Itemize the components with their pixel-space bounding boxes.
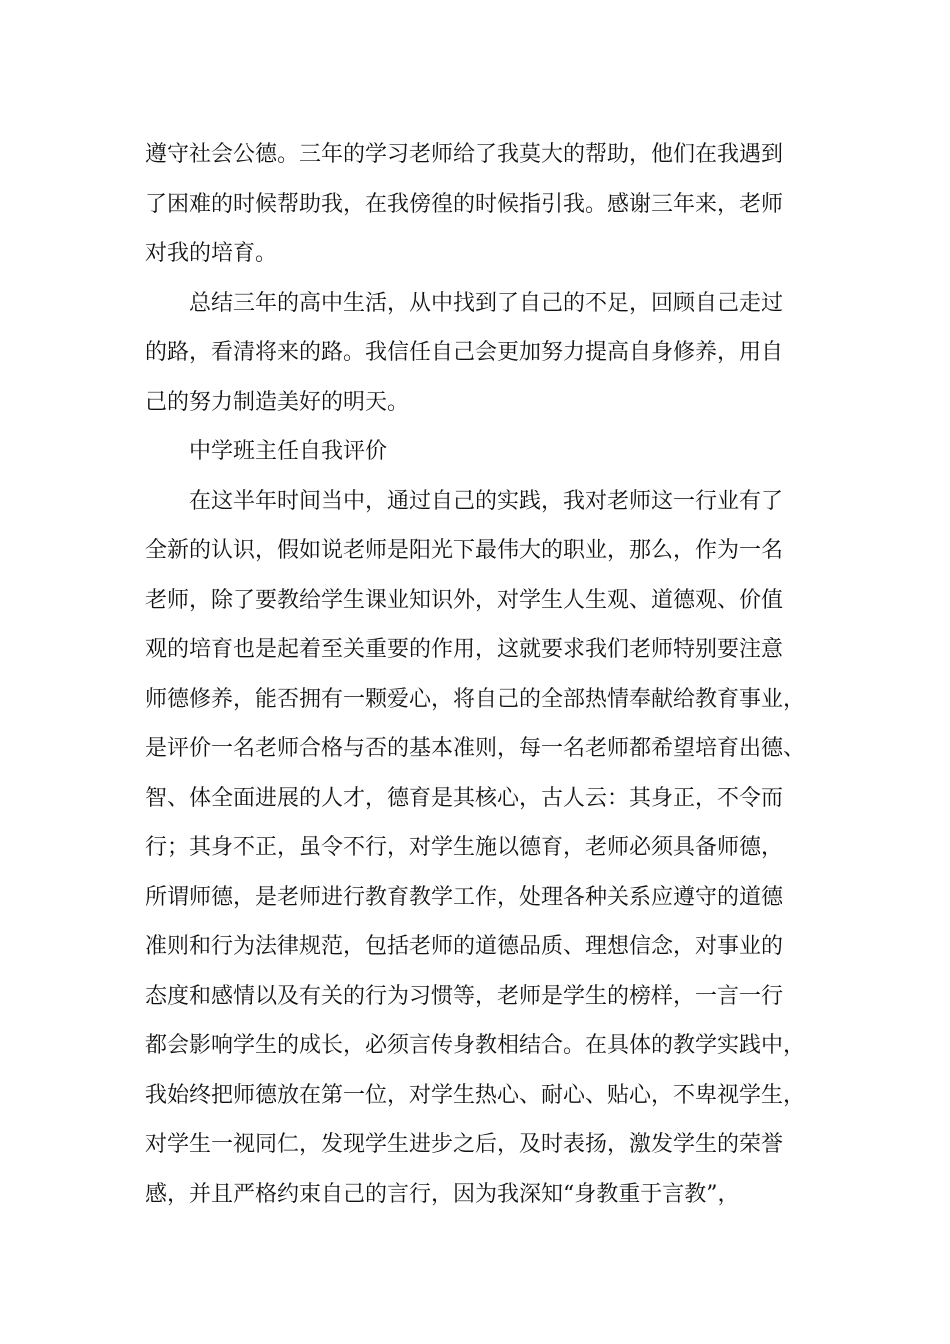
text-line: 态度和感情以及有关的行为习惯等，老师是学生的榜样，一言一行: [145, 983, 784, 1009]
text-line: 观的培育也是起着至关重要的作用，这就要求我们老师特别要注意: [145, 637, 784, 662]
section-heading: 中学班主任自我评价: [189, 439, 388, 464]
text-line: 准则和行为法律规范，包括老师的道德品质、理想信念，对事业的: [145, 934, 784, 959]
document-body: [145, 130, 825, 1219]
text-line: 所谓师德，是老师进行教育教学工作，处理各种关系应遵守的道德: [145, 884, 784, 910]
text-line: 遵守社会公德。三年的学习老师给了我莫大的帮助，他们在我遇到: [145, 142, 784, 167]
text-line: 智、体全面进展的人才，德育是其核心，古人云：其身正，不令而: [145, 785, 784, 811]
text-line: 对学生一视同仁，发现学生进步之后，及时表扬，激发学生的荣誉: [145, 1132, 784, 1157]
text-line: 都会影响学生的成长，必须言传身教相结合。在具体的教学实践中，: [145, 1033, 806, 1058]
text-line: 师德修养，能否拥有一颗爱心，将自己的全部热情奉献给教育事业，: [145, 686, 806, 712]
text-line: 己的努力制造美好的明天。: [145, 389, 410, 415]
text-line: 感，并且严格约束自己的言行，因为我深知“身教重于言教”，: [145, 1181, 740, 1207]
text-line: 在这半年时间当中，通过自己的实践，我对老师这一行业有了: [189, 488, 784, 514]
text-line: 是评价一名老师合格与否的基本准则，每一名老师都希望培育出德、: [145, 736, 806, 761]
text-line: 我始终把师德放在第一位，对学生热心、耐心、贴心，不卑视学生，: [145, 1082, 806, 1108]
text-line: 总结三年的高中生活，从中找到了自己的不足，回顾自己走过: [189, 290, 784, 316]
text-line: 全新的认识，假如说老师是阳光下最伟大的职业，那么，作为一名: [145, 538, 784, 563]
text-line: 对我的培育。: [145, 241, 278, 266]
text-line: 的路，看清将来的路。我信任自己会更加努力提高自身修养，用自: [145, 340, 784, 365]
text-line: 老师，除了要教给学生课业知识外，对学生人生观、道德观、价值: [145, 587, 784, 613]
text-line: 了困难的时候帮助我，在我傍徨的时候指引我。感谢三年来，老师: [145, 191, 784, 217]
text-line: 行；其身不正，虽令不行，对学生施以德育，老师必须具备师德，: [145, 835, 784, 860]
